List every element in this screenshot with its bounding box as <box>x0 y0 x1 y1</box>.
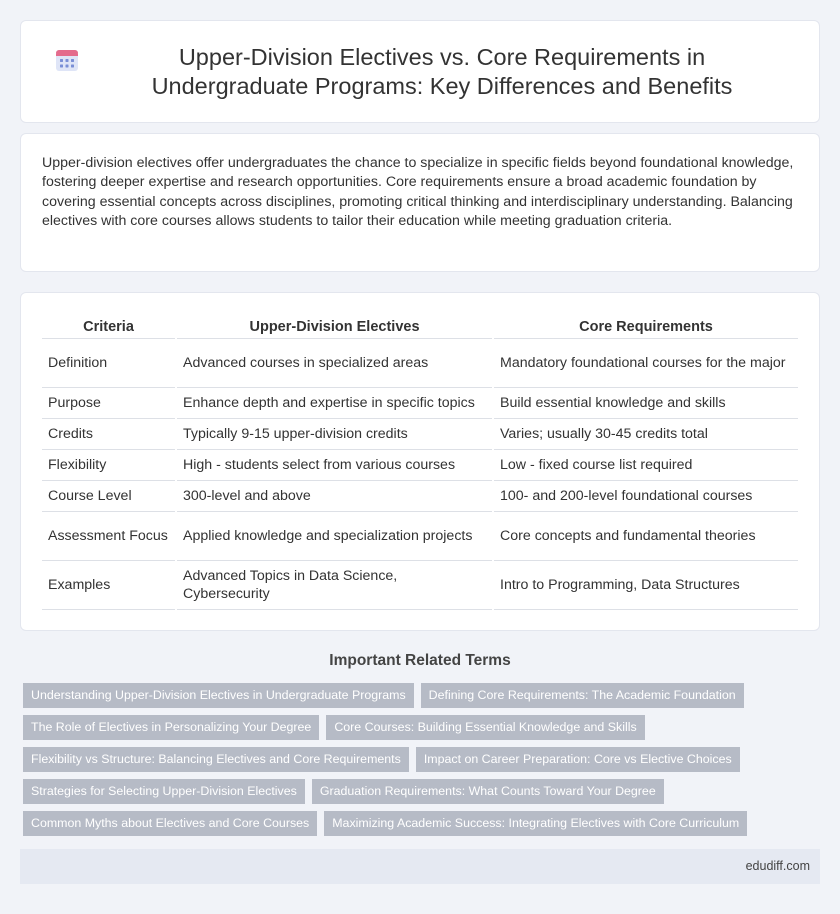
column-header-criteria: Criteria <box>42 315 176 338</box>
table-cell: Applied knowledge and specialization projects <box>176 511 493 560</box>
table-cell: High - students select from various courses <box>176 449 493 480</box>
page-title: Upper-Division Electives vs. Core Requirements in Undergraduate Programs: Key Differences and Benefits <box>151 43 733 99</box>
table-row <box>42 560 798 609</box>
table-cell: Purpose <box>42 387 176 418</box>
related-terms-heading: Important Related Terms <box>329 652 511 669</box>
related-term-tag[interactable]: The Role of Electives in Personalizing Your Degree <box>23 715 319 740</box>
table-cell: Typically 9-15 upper-division credits <box>176 418 493 449</box>
table-cell: Assessment Focus <box>42 511 176 560</box>
related-term-tag[interactable]: Strategies for Selecting Upper-Division Electives <box>23 779 305 804</box>
table-cell: Examples <box>42 560 176 609</box>
table-cell: Low - fixed course list required <box>493 449 798 480</box>
comparison-card <box>20 292 820 631</box>
related-term-tag[interactable]: Common Myths about Electives and Core Courses <box>23 811 317 836</box>
related-term-tag[interactable]: Maximizing Academic Success: Integrating Electives with Core Curriculum <box>324 811 747 836</box>
table-row <box>42 387 798 418</box>
table-row <box>42 418 798 449</box>
table-cell: Definition <box>42 338 176 387</box>
table-cell: Intro to Programming, Data Structures <box>493 560 798 609</box>
table-cell: Advanced courses in specialized areas <box>176 338 493 387</box>
related-term-tag[interactable]: Flexibility vs Structure: Balancing Electives and Core Requirements <box>23 747 409 772</box>
table-row <box>42 480 798 511</box>
related-term-tag[interactable]: Core Courses: Building Essential Knowledge and Skills <box>326 715 644 740</box>
table-cell: Varies; usually 30-45 credits total <box>493 418 798 449</box>
related-term-tag[interactable]: Graduation Requirements: What Counts Toward Your Degree <box>312 779 664 804</box>
comparison-table <box>42 315 798 610</box>
footer-site-name[interactable]: edudiff.com <box>745 859 810 873</box>
related-term-tag[interactable]: Defining Core Requirements: The Academic Foundation <box>421 683 744 708</box>
column-header-core: Core Requirements <box>493 315 798 338</box>
table-cell: Build essential knowledge and skills <box>493 387 798 418</box>
table-row <box>42 449 798 480</box>
intro-paragraph: Upper-division electives offer undergraduates the chance to specialize in specific fields beyond foundational knowledge, fostering deeper expertise and research opportunities. Core requirements ensure a broad academic foundation by covering essential concepts across disciplines, promoting critical thinking and interdisciplinary understanding. Balancing electives with core courses allows students to tailor their education while meeting graduation criteria. <box>42 155 794 230</box>
table-cell: Mandatory foundational courses for the major <box>493 338 798 387</box>
table-cell: Flexibility <box>42 449 176 480</box>
related-terms-list <box>23 683 803 843</box>
intro-card <box>20 133 820 272</box>
related-term-tag[interactable]: Impact on Career Preparation: Core vs Elective Choices <box>416 747 740 772</box>
table-header-row <box>42 315 798 338</box>
table-cell: Credits <box>42 418 176 449</box>
table-cell: 100- and 200-level foundational courses <box>493 480 798 511</box>
related-term-tag[interactable]: Understanding Upper-Division Electives in Undergraduate Programs <box>23 683 414 708</box>
table-cell: Enhance depth and expertise in specific topics <box>176 387 493 418</box>
table-row <box>42 338 798 387</box>
table-cell: 300-level and above <box>176 480 493 511</box>
footer <box>20 849 820 884</box>
column-header-electives: Upper-Division Electives <box>176 315 493 338</box>
title-card <box>20 20 820 123</box>
table-cell: Course Level <box>42 480 176 511</box>
table-cell: Core concepts and fundamental theories <box>493 511 798 560</box>
table-cell: Advanced Topics in Data Science, Cybersecurity <box>176 560 493 609</box>
table-row <box>42 511 798 560</box>
